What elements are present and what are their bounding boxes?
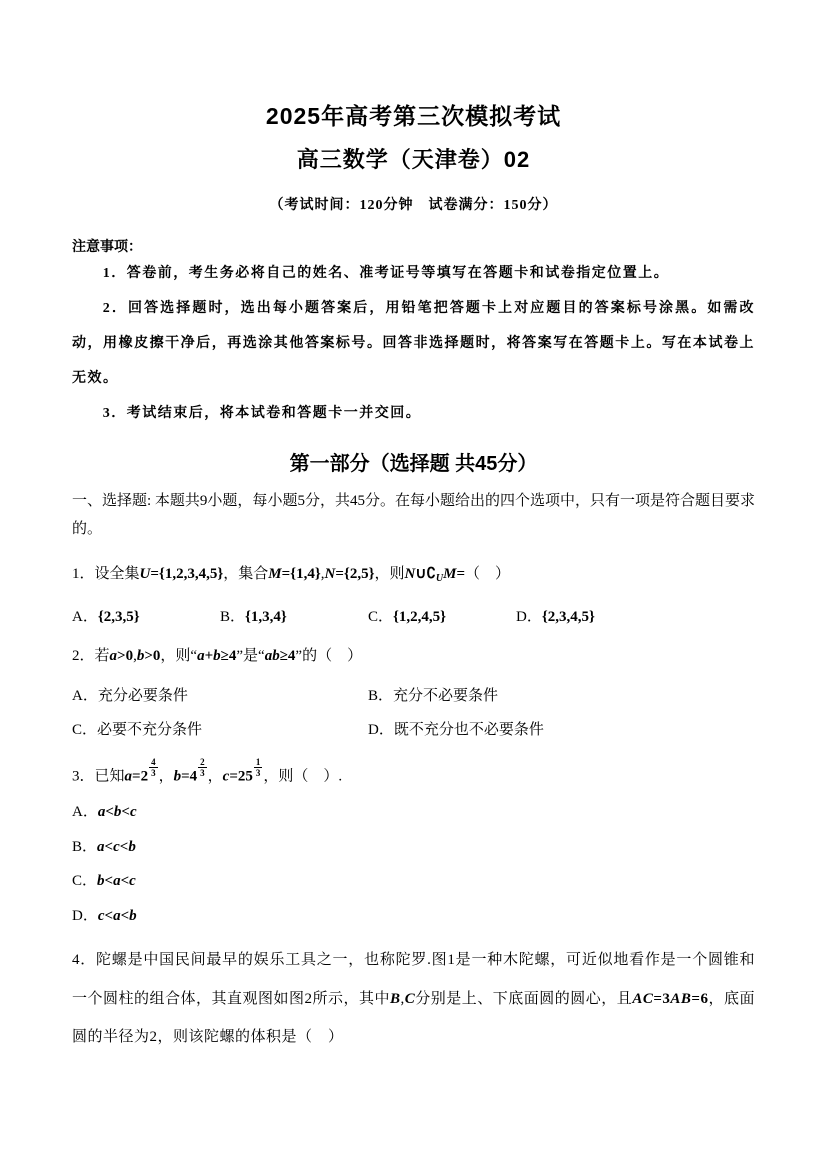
- section-one-heading: 第一部分（选择题 共45分）: [289, 453, 538, 475]
- question-3-option-c: C．b<a<c: [72, 873, 136, 890]
- exam-subtitle: 高三数学（天津卷）02: [296, 147, 531, 172]
- question-3-option-b: B．a<c<b: [72, 838, 136, 855]
- note-item-2: 2．回答选择题时，选出每小题答案后，用铅笔把答题卡上对应题目的答案标号涂黑。如需改动，用橡皮擦干净后，再选涂其他答案标号。回答非选择题时，将答案写在答题卡上。写在本试卷上无效。: [72, 301, 755, 386]
- question-1-option-a: A．{2,3,5}: [72, 609, 140, 625]
- note-item-3: 3．考试结束后，将本试卷和答题卡一并交回。: [102, 406, 422, 421]
- question-2: [72, 644, 755, 739]
- question-2-option-c: C．必要不充分条件: [72, 721, 203, 738]
- exam-title: 2025年高考第三次模拟考试: [265, 103, 562, 129]
- question-1: [72, 562, 755, 627]
- note-item-1: 1．答卷前，考生务必将自己的姓名、准考证号等填写在答题卡和试卷指定位置上。: [102, 266, 670, 281]
- question-3-option-d: D．c<a<b: [72, 907, 137, 924]
- notes-section: [72, 236, 755, 431]
- question-3: [72, 757, 755, 928]
- question-2-options: [72, 684, 755, 739]
- question-2-option-a: A．充分必要条件: [72, 687, 188, 704]
- question-1-option-b: B．{1,3,4}: [220, 609, 287, 625]
- section-one-instructions: 一、选择题: 本题共9小题，每小题5分，共45分。在每小题给出的四个选项中，只有一项是符合题目要求的。: [72, 493, 755, 537]
- question-2-option-b: B．充分不必要条件: [368, 687, 499, 704]
- question-1-stem: 1．设全集U={1,2,3,4,5}，集合M={1,4},N={2,5}，则$N\cup∁_UM=$（ ）: [72, 565, 511, 584]
- question-3-options: [72, 801, 755, 927]
- question-4-stem: 4．陀螺是中国民间最早的娱乐工具之一，也称陀罗.图1是一种木陀螺，可近似地看作是一个圆锥和一个圆柱的组合体，其直观图如图2所示，其中B,C分别是上、下底面圆的圆心，且AC=3AB=6，底面圆的半径为2，则该陀螺的体积是（ ）: [72, 952, 755, 1045]
- question-2-option-d: D．既不充分也不必要条件: [368, 721, 544, 738]
- question-1-option-c: C．{1,2,4,5}: [368, 609, 447, 625]
- question-1-option-d: D．{2,3,4,5}: [516, 609, 595, 625]
- question-1-options: [72, 605, 755, 626]
- question-3-stem: 3．已知a=2 $\frac{4}{3}$ ，b=4 $\frac{2}{3}$ ，c=25 $\frac{1}{3}$ ，则（ ）.: [72, 756, 343, 784]
- notes-heading: 注意事项：: [72, 240, 142, 255]
- question-3-option-a: A．a<b<c: [72, 804, 137, 821]
- exam-info-line: （考试时间：120分钟 试卷满分：150分）: [269, 198, 558, 213]
- question-2-stem: 2．若a>0,b>0，则“a+b≥4”是“ab≥4”的（ ）: [72, 648, 363, 664]
- question-4: [72, 941, 755, 1056]
